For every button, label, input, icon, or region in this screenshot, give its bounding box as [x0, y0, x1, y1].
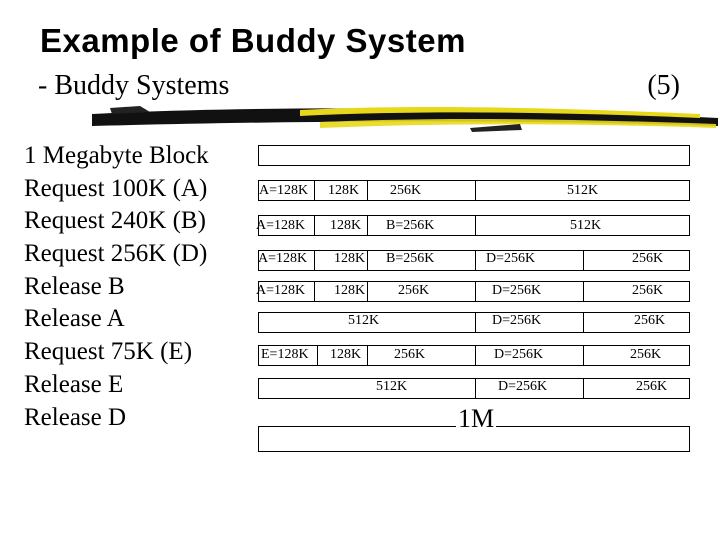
block-label: A=128K	[259, 183, 309, 198]
block-label: A=128K	[256, 283, 306, 298]
memory-row-2	[258, 215, 690, 236]
block-label: 128K	[334, 283, 366, 298]
bottom-1m-label: 1M	[458, 404, 495, 433]
block-label: 128K	[330, 347, 362, 362]
block-label: 512K	[567, 183, 599, 198]
memory-row-5	[258, 312, 690, 333]
memory-row-6	[258, 345, 690, 366]
memory-row-1	[258, 180, 690, 201]
step-item: Release D	[24, 403, 127, 431]
block-label: 512K	[376, 379, 408, 394]
block-label: B=256K	[386, 251, 435, 266]
page-label: (5)	[647, 70, 680, 101]
block-label: 512K	[570, 218, 602, 233]
block-label: D=256K	[498, 379, 548, 394]
block-label: 256K	[632, 283, 664, 298]
block-label: D=256K	[486, 251, 536, 266]
memory-row-3	[258, 250, 690, 271]
request-steps-list	[24, 140, 209, 434]
step-item: 1 Megabyte Block	[24, 142, 209, 169]
block-label: A=128K	[256, 218, 306, 233]
block-label: A=128K	[258, 251, 308, 266]
step-item: Release A	[24, 305, 125, 333]
block-label: 256K	[634, 313, 666, 328]
step-item: Request 75K (E)	[24, 338, 193, 366]
memory-row-7	[258, 378, 690, 399]
slide-title: Example of Buddy System	[40, 22, 466, 59]
step-item: Request 256K (D)	[24, 240, 208, 268]
block-label: 256K	[390, 183, 422, 198]
block-label: 512K	[348, 313, 380, 328]
brush-stroke-divider	[0, 100, 720, 136]
block-label: E=128K	[261, 347, 309, 362]
block-label: 256K	[632, 251, 664, 266]
block-label: D=256K	[492, 313, 542, 328]
block-label: 256K	[398, 283, 430, 298]
step-item: Release B	[24, 272, 125, 300]
slide-subtitle: - Buddy Systems	[38, 70, 230, 101]
step-item: Request 240K (B)	[24, 207, 206, 235]
step-item: Request 100K (A)	[24, 174, 208, 202]
step-item: Release E	[24, 370, 124, 398]
block-label: 128K	[328, 183, 360, 198]
memory-row-4	[258, 281, 690, 302]
block-label: 256K	[630, 347, 662, 362]
block-label: D=256K	[492, 283, 542, 298]
block-label: 256K	[394, 347, 426, 362]
block-label: 128K	[334, 251, 366, 266]
block-label: D=256K	[494, 347, 544, 362]
block-label: B=256K	[386, 218, 435, 233]
block-label: 128K	[330, 218, 362, 233]
memory-row-0	[258, 145, 690, 166]
block-label: 256K	[636, 379, 668, 394]
